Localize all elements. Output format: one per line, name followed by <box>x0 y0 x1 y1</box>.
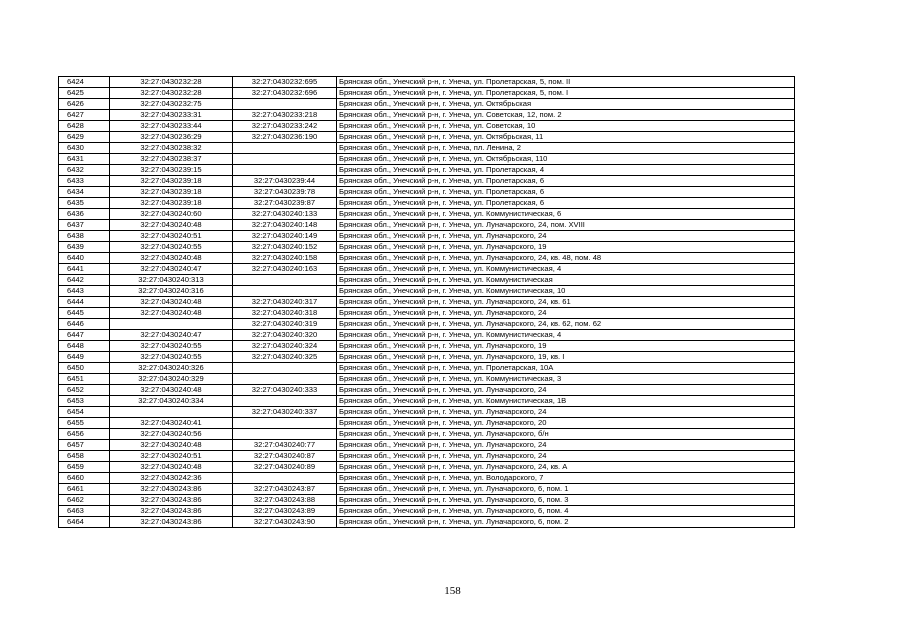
parcel-number-cell: 32:27:0430240:55 <box>110 352 233 363</box>
address-cell: Брянская обл., Унечский р-н, г. Унеча, ул. Коммунистическая, 6 <box>337 209 795 220</box>
object-number-cell: 32:27:0430243:88 <box>233 495 337 506</box>
row-number-cell: 6431 <box>59 154 110 165</box>
parcel-number-cell: 32:27:0430232:28 <box>110 88 233 99</box>
row-number-cell: 6457 <box>59 440 110 451</box>
object-number-cell <box>233 154 337 165</box>
row-number-cell: 6454 <box>59 407 110 418</box>
parcel-number-cell: 32:27:0430240:55 <box>110 242 233 253</box>
parcel-number-cell: 32:27:0430240:316 <box>110 286 233 297</box>
row-number-cell: 6441 <box>59 264 110 275</box>
row-number-cell: 6455 <box>59 418 110 429</box>
address-cell: Брянская обл., Унечский р-н, г. Унеча, ул. Пролетарская, 10А <box>337 363 795 374</box>
row-number-cell: 6436 <box>59 209 110 220</box>
row-number-cell: 6444 <box>59 297 110 308</box>
object-number-cell: 32:27:0430239:87 <box>233 198 337 209</box>
object-number-cell <box>233 143 337 154</box>
table-row <box>59 429 795 440</box>
table-row <box>59 187 795 198</box>
row-number-cell: 6453 <box>59 396 110 407</box>
address-cell: Брянская обл., Унечский р-н, г. Унеча, ул. Луначарского, б/н <box>337 429 795 440</box>
table-row <box>59 110 795 121</box>
row-number-cell: 6435 <box>59 198 110 209</box>
row-number-cell: 6460 <box>59 473 110 484</box>
address-cell: Брянская обл., Унечский р-н, г. Унеча, ул. Коммунистическая, 3 <box>337 374 795 385</box>
object-number-cell <box>233 374 337 385</box>
address-cell: Брянская обл., Унечский р-н, г. Унеча, ул. Луначарского, 24, кв. 61 <box>337 297 795 308</box>
object-number-cell: 32:27:0430236:190 <box>233 132 337 143</box>
parcel-number-cell: 32:27:0430240:48 <box>110 385 233 396</box>
table-row <box>59 143 795 154</box>
object-number-cell: 32:27:0430240:320 <box>233 330 337 341</box>
row-number-cell: 6452 <box>59 385 110 396</box>
address-cell: Брянская обл., Унечский р-н, г. Унеча, ул. Луначарского, 6, пом. 4 <box>337 506 795 517</box>
parcel-number-cell: 32:27:0430239:15 <box>110 165 233 176</box>
parcel-number-cell: 32:27:0430240:329 <box>110 374 233 385</box>
parcel-number-cell: 32:27:0430240:55 <box>110 341 233 352</box>
table-row <box>59 495 795 506</box>
row-number-cell: 6446 <box>59 319 110 330</box>
row-number-cell: 6456 <box>59 429 110 440</box>
object-number-cell <box>233 418 337 429</box>
address-cell: Брянская обл., Унечский р-н, г. Унеча, ул. Пролетарская, 6 <box>337 187 795 198</box>
object-number-cell: 32:27:0430240:337 <box>233 407 337 418</box>
table-row <box>59 418 795 429</box>
table-row <box>59 220 795 231</box>
table-row <box>59 154 795 165</box>
parcel-number-cell: 32:27:0430238:32 <box>110 143 233 154</box>
object-number-cell <box>233 396 337 407</box>
parcel-number-cell: 32:27:0430240:48 <box>110 297 233 308</box>
address-cell: Брянская обл., Унечский р-н, г. Унеча, ул. Октябрьская <box>337 99 795 110</box>
address-cell: Брянская обл., Унечский р-н, г. Унеча, ул. Луначарского, 24 <box>337 308 795 319</box>
row-number-cell: 6451 <box>59 374 110 385</box>
address-cell: Брянская обл., Унечский р-н, г. Унеча, ул. Пролетарская, 4 <box>337 165 795 176</box>
object-number-cell: 32:27:0430243:87 <box>233 484 337 495</box>
object-number-cell: 32:27:0430240:87 <box>233 451 337 462</box>
parcel-number-cell: 32:27:0430232:28 <box>110 77 233 88</box>
address-cell: Брянская обл., Унечский р-н, г. Унеча, ул. Луначарского, 24 <box>337 440 795 451</box>
parcel-number-cell <box>110 319 233 330</box>
parcel-number-cell: 32:27:0430240:60 <box>110 209 233 220</box>
table-row <box>59 121 795 132</box>
table-row <box>59 341 795 352</box>
table-row <box>59 440 795 451</box>
object-number-cell: 32:27:0430232:695 <box>233 77 337 88</box>
parcel-number-cell: 32:27:0430242:36 <box>110 473 233 484</box>
address-cell: Брянская обл., Унечский р-н, г. Унеча, ул. Коммунистическая <box>337 275 795 286</box>
address-cell: Брянская обл., Унечский р-н, г. Унеча, ул. Коммунистическая, 1В <box>337 396 795 407</box>
object-number-cell: 32:27:0430233:218 <box>233 110 337 121</box>
parcel-number-cell: 32:27:0430240:48 <box>110 220 233 231</box>
object-number-cell <box>233 473 337 484</box>
row-number-cell: 6447 <box>59 330 110 341</box>
parcel-number-cell: 32:27:0430243:86 <box>110 517 233 528</box>
table-row <box>59 473 795 484</box>
row-number-cell: 6440 <box>59 253 110 264</box>
address-cell: Брянская обл., Унечский р-н, г. Унеча, ул. Луначарского, 24 <box>337 451 795 462</box>
table-row <box>59 77 795 88</box>
row-number-cell: 6439 <box>59 242 110 253</box>
parcel-number-cell: 32:27:0430236:29 <box>110 132 233 143</box>
parcel-number-cell: 32:27:0430240:47 <box>110 330 233 341</box>
table-row <box>59 242 795 253</box>
address-cell: Брянская обл., Унечский р-н, г. Унеча, ул. Луначарского, 20 <box>337 418 795 429</box>
address-cell: Брянская обл., Унечский р-н, г. Унеча, ул. Советская, 12, пом. 2 <box>337 110 795 121</box>
table-row <box>59 165 795 176</box>
table-row <box>59 451 795 462</box>
row-number-cell: 6424 <box>59 77 110 88</box>
row-number-cell: 6450 <box>59 363 110 374</box>
object-number-cell: 32:27:0430240:325 <box>233 352 337 363</box>
row-number-cell: 6449 <box>59 352 110 363</box>
object-number-cell <box>233 286 337 297</box>
row-number-cell: 6438 <box>59 231 110 242</box>
object-number-cell: 32:27:0430239:44 <box>233 176 337 187</box>
row-number-cell: 6429 <box>59 132 110 143</box>
address-cell: Брянская обл., Унечский р-н, г. Унеча, ул. Луначарского, 19 <box>337 341 795 352</box>
address-cell: Брянская обл., Унечский р-н, г. Унеча, ул. Советская, 10 <box>337 121 795 132</box>
cadastral-table <box>58 76 795 528</box>
object-number-cell: 32:27:0430240:149 <box>233 231 337 242</box>
table-row <box>59 286 795 297</box>
address-cell: Брянская обл., Унечский р-н, г. Унеча, ул. Пролетарская, 5, пом. II <box>337 77 795 88</box>
object-number-cell: 32:27:0430240:152 <box>233 242 337 253</box>
row-number-cell: 6462 <box>59 495 110 506</box>
table-row <box>59 253 795 264</box>
address-cell: Брянская обл., Унечский р-н, г. Унеча, ул. Луначарского, 24, пом. XVIII <box>337 220 795 231</box>
table-row <box>59 385 795 396</box>
object-number-cell: 32:27:0430240:333 <box>233 385 337 396</box>
table-row <box>59 209 795 220</box>
table-row <box>59 352 795 363</box>
parcel-number-cell: 32:27:0430240:48 <box>110 440 233 451</box>
address-cell: Брянская обл., Унечский р-н, г. Унеча, ул. Коммунистическая, 4 <box>337 264 795 275</box>
parcel-number-cell: 32:27:0430240:326 <box>110 363 233 374</box>
object-number-cell: 32:27:0430243:90 <box>233 517 337 528</box>
parcel-number-cell: 32:27:0430239:18 <box>110 187 233 198</box>
address-cell: Брянская обл., Унечский р-н, г. Унеча, ул. Коммунистическая, 4 <box>337 330 795 341</box>
parcel-number-cell: 32:27:0430240:51 <box>110 231 233 242</box>
table-row <box>59 132 795 143</box>
table-row <box>59 297 795 308</box>
parcel-number-cell: 32:27:0430239:18 <box>110 198 233 209</box>
parcel-number-cell: 32:27:0430240:47 <box>110 264 233 275</box>
parcel-number-cell: 32:27:0430232:75 <box>110 99 233 110</box>
object-number-cell: 32:27:0430240:148 <box>233 220 337 231</box>
parcel-number-cell: 32:27:0430233:44 <box>110 121 233 132</box>
row-number-cell: 6437 <box>59 220 110 231</box>
address-cell: Брянская обл., Унечский р-н, г. Унеча, ул. Луначарского, 24 <box>337 231 795 242</box>
object-number-cell <box>233 165 337 176</box>
address-cell: Брянская обл., Унечский р-н, г. Унеча, ул. Пролетарская, 6 <box>337 198 795 209</box>
object-number-cell: 32:27:0430239:78 <box>233 187 337 198</box>
address-cell: Брянская обл., Унечский р-н, г. Унеча, пл. Ленина, 2 <box>337 143 795 154</box>
object-number-cell: 32:27:0430240:317 <box>233 297 337 308</box>
object-number-cell <box>233 275 337 286</box>
table-row <box>59 462 795 473</box>
object-number-cell <box>233 429 337 440</box>
parcel-number-cell: 32:27:0430240:41 <box>110 418 233 429</box>
parcel-number-cell: 32:27:0430240:313 <box>110 275 233 286</box>
object-number-cell: 32:27:0430240:158 <box>233 253 337 264</box>
row-number-cell: 6434 <box>59 187 110 198</box>
address-cell: Брянская обл., Унечский р-н, г. Унеча, ул. Пролетарская, 6 <box>337 176 795 187</box>
table-row <box>59 264 795 275</box>
row-number-cell: 6443 <box>59 286 110 297</box>
parcel-number-cell: 32:27:0430240:334 <box>110 396 233 407</box>
object-number-cell: 32:27:0430233:242 <box>233 121 337 132</box>
object-number-cell <box>233 363 337 374</box>
address-cell: Брянская обл., Унечский р-н, г. Унеча, ул. Луначарского, 6, пом. 3 <box>337 495 795 506</box>
address-cell: Брянская обл., Унечский р-н, г. Унеча, ул. Октябрьская, 110 <box>337 154 795 165</box>
table-row <box>59 308 795 319</box>
row-number-cell: 6459 <box>59 462 110 473</box>
table-row <box>59 363 795 374</box>
address-cell: Брянская обл., Унечский р-н, г. Унеча, ул. Октябрьская, 11 <box>337 132 795 143</box>
address-cell: Брянская обл., Унечский р-н, г. Унеча, ул. Володарского, 7 <box>337 473 795 484</box>
row-number-cell: 6458 <box>59 451 110 462</box>
table-body <box>59 77 795 528</box>
address-cell: Брянская обл., Унечский р-н, г. Унеча, ул. Луначарского, 6, пом. 1 <box>337 484 795 495</box>
table-row <box>59 484 795 495</box>
parcel-number-cell: 32:27:0430240:48 <box>110 253 233 264</box>
address-cell: Брянская обл., Унечский р-н, г. Унеча, ул. Луначарского, 19, кв. I <box>337 352 795 363</box>
object-number-cell: 32:27:0430240:89 <box>233 462 337 473</box>
table-row <box>59 506 795 517</box>
row-number-cell: 6428 <box>59 121 110 132</box>
row-number-cell: 6432 <box>59 165 110 176</box>
table-row <box>59 407 795 418</box>
parcel-number-cell: 32:27:0430233:31 <box>110 110 233 121</box>
object-number-cell: 32:27:0430240:163 <box>233 264 337 275</box>
object-number-cell: 32:27:0430243:89 <box>233 506 337 517</box>
table-row <box>59 198 795 209</box>
row-number-cell: 6445 <box>59 308 110 319</box>
parcel-number-cell: 32:27:0430240:48 <box>110 308 233 319</box>
row-number-cell: 6442 <box>59 275 110 286</box>
object-number-cell: 32:27:0430240:77 <box>233 440 337 451</box>
parcel-number-cell: 32:27:0430243:86 <box>110 495 233 506</box>
table-row <box>59 374 795 385</box>
parcel-number-cell: 32:27:0430239:18 <box>110 176 233 187</box>
address-cell: Брянская обл., Унечский р-н, г. Унеча, ул. Луначарского, 24 <box>337 385 795 396</box>
table-row <box>59 88 795 99</box>
table-row <box>59 396 795 407</box>
row-number-cell: 6464 <box>59 517 110 528</box>
object-number-cell <box>233 99 337 110</box>
object-number-cell: 32:27:0430240:319 <box>233 319 337 330</box>
parcel-number-cell: 32:27:0430243:86 <box>110 506 233 517</box>
table-row <box>59 330 795 341</box>
table-row <box>59 319 795 330</box>
row-number-cell: 6463 <box>59 506 110 517</box>
address-cell: Брянская обл., Унечский р-н, г. Унеча, ул. Луначарского, 24, кв. 48, пом. 48 <box>337 253 795 264</box>
object-number-cell: 32:27:0430240:133 <box>233 209 337 220</box>
object-number-cell: 32:27:0430232:696 <box>233 88 337 99</box>
address-cell: Брянская обл., Унечский р-н, г. Унеча, ул. Луначарского, 24, кв. 62, пом. 62 <box>337 319 795 330</box>
row-number-cell: 6448 <box>59 341 110 352</box>
table-row <box>59 99 795 110</box>
object-number-cell: 32:27:0430240:318 <box>233 308 337 319</box>
address-cell: Брянская обл., Унечский р-н, г. Унеча, ул. Луначарского, 24, кв. А <box>337 462 795 473</box>
table-row <box>59 517 795 528</box>
row-number-cell: 6425 <box>59 88 110 99</box>
parcel-number-cell: 32:27:0430240:56 <box>110 429 233 440</box>
row-number-cell: 6426 <box>59 99 110 110</box>
parcel-number-cell: 32:27:0430243:86 <box>110 484 233 495</box>
address-cell: Брянская обл., Унечский р-н, г. Унеча, ул. Пролетарская, 5, пом. I <box>337 88 795 99</box>
address-cell: Брянская обл., Унечский р-н, г. Унеча, ул. Луначарского, 6, пом. 2 <box>337 517 795 528</box>
row-number-cell: 6430 <box>59 143 110 154</box>
row-number-cell: 6433 <box>59 176 110 187</box>
address-cell: Брянская обл., Унечский р-н, г. Унеча, ул. Луначарского, 19 <box>337 242 795 253</box>
table-row <box>59 275 795 286</box>
parcel-number-cell <box>110 407 233 418</box>
row-number-cell: 6461 <box>59 484 110 495</box>
address-cell: Брянская обл., Унечский р-н, г. Унеча, ул. Луначарского, 24 <box>337 407 795 418</box>
parcel-number-cell: 32:27:0430238:37 <box>110 154 233 165</box>
parcel-number-cell: 32:27:0430240:48 <box>110 462 233 473</box>
object-number-cell: 32:27:0430240:324 <box>233 341 337 352</box>
row-number-cell: 6427 <box>59 110 110 121</box>
address-cell: Брянская обл., Унечский р-н, г. Унеча, ул. Коммунистическая, 10 <box>337 286 795 297</box>
parcel-number-cell: 32:27:0430240:51 <box>110 451 233 462</box>
table-row <box>59 231 795 242</box>
table-row <box>59 176 795 187</box>
page-number: 158 <box>444 585 461 597</box>
